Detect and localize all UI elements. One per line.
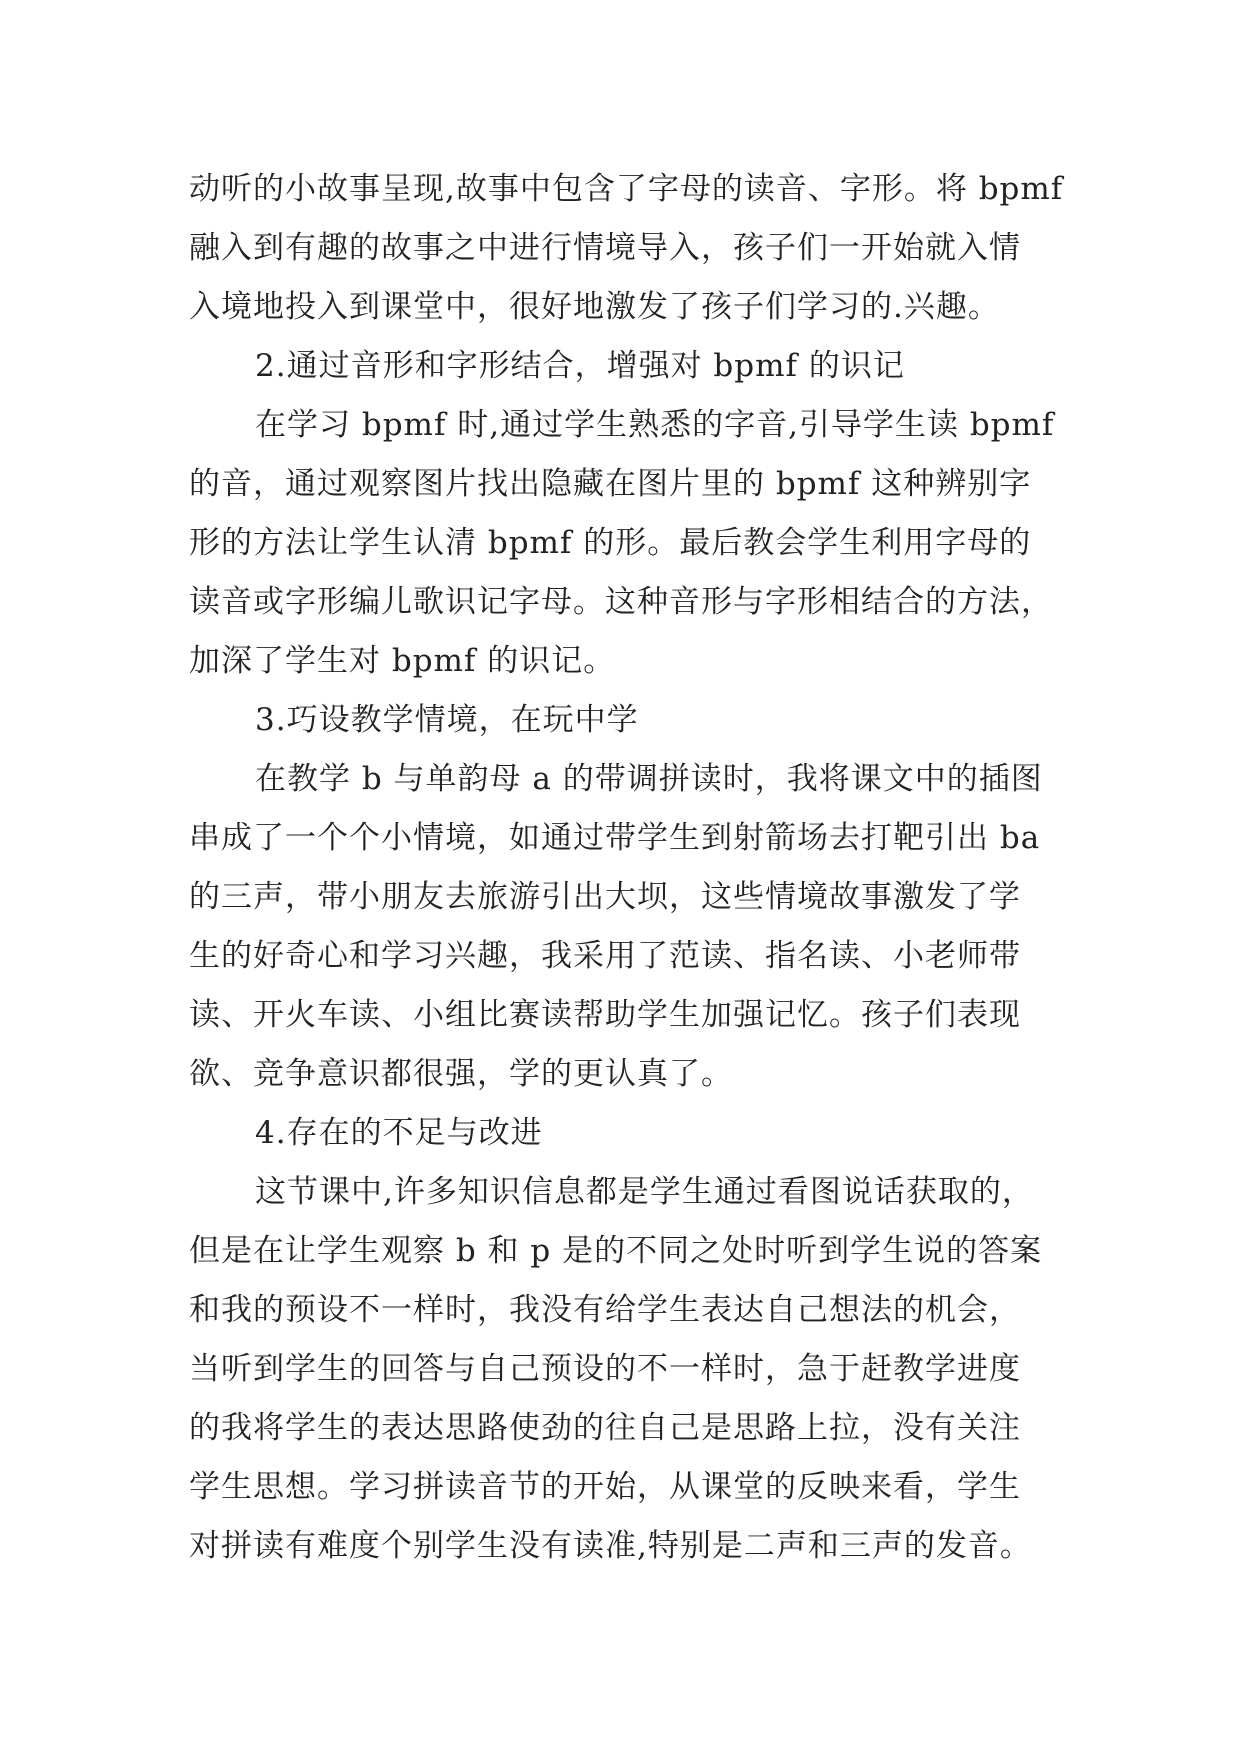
text-line: 和我的预设不一样时，我没有给学生表达自己想法的机会，	[189, 1292, 1021, 1328]
text-line: 融入到有趣的故事之中进行情境导入，孩子们一开始就入情	[189, 230, 1021, 266]
section-heading: 4.存在的不足与改进	[255, 1115, 543, 1151]
text-line: 读、开火车读、小组比赛读帮助学生加强记忆。孩子们表现	[189, 997, 1021, 1033]
paragraph-start: 在教学 b 与单韵母 a 的带调拼读时，我将课文中的插图	[255, 761, 1043, 797]
body-text	[189, 160, 1069, 1576]
text-line: 的音，通过观察图片找出隐藏在图片里的 bpmf 这种辨别字	[189, 466, 1032, 502]
text-line: 串成了一个个小情境，如通过带学生到射箭场去打靶引出 ba	[189, 820, 1041, 856]
paragraph-start: 在学习 bpmf 时,通过学生熟悉的字音,引导学生读 bpmf	[255, 407, 1055, 443]
text-line: 读音或字形编儿歌识记字母。这种音形与字形相结合的方法，	[189, 584, 1053, 620]
text-line: 的三声，带小朋友去旅游引出大坝，这些情境故事激发了学	[189, 879, 1021, 915]
text-line: 对拼读有难度个别学生没有读准,特别是二声和三声的发音。	[189, 1528, 1032, 1564]
text-line: 学生思想。学习拼读音节的开始，从课堂的反映来看，学生	[189, 1469, 1021, 1505]
section-heading: 3.巧设教学情境，在玩中学	[255, 702, 639, 738]
text-line: 生的好奇心和学习兴趣，我采用了范读、指名读、小老师带	[189, 938, 1021, 974]
text-line: 入境地投入到课堂中，很好地激发了孩子们学习的.兴趣。	[189, 289, 1000, 325]
text-line: 加深了学生对 bpmf 的识记。	[189, 643, 616, 679]
text-line: 当听到学生的回答与自己预设的不一样时，急于赶教学进度	[189, 1351, 1021, 1387]
text-line: 形的方法让学生认清 bpmf 的形。最后教会学生利用字母的	[189, 525, 1032, 561]
text-line: 但是在让学生观察 b 和 p 是的不同之处时听到学生说的答案	[189, 1233, 1043, 1269]
text-line: 欲、竞争意识都很强，学的更认真了。	[189, 1056, 733, 1092]
text-line: 的我将学生的表达思路使劲的往自己是思路上拉，没有关注	[189, 1410, 1021, 1446]
paragraph-start: 这节课中,许多知识信息都是学生通过看图说话获取的，	[255, 1174, 1034, 1210]
section-heading: 2.通过音形和字形结合，增强对 bpmf 的识记	[255, 348, 905, 384]
text-line: 动听的小故事呈现,故事中包含了字母的读音、字形。将 bpmf	[189, 171, 1064, 207]
